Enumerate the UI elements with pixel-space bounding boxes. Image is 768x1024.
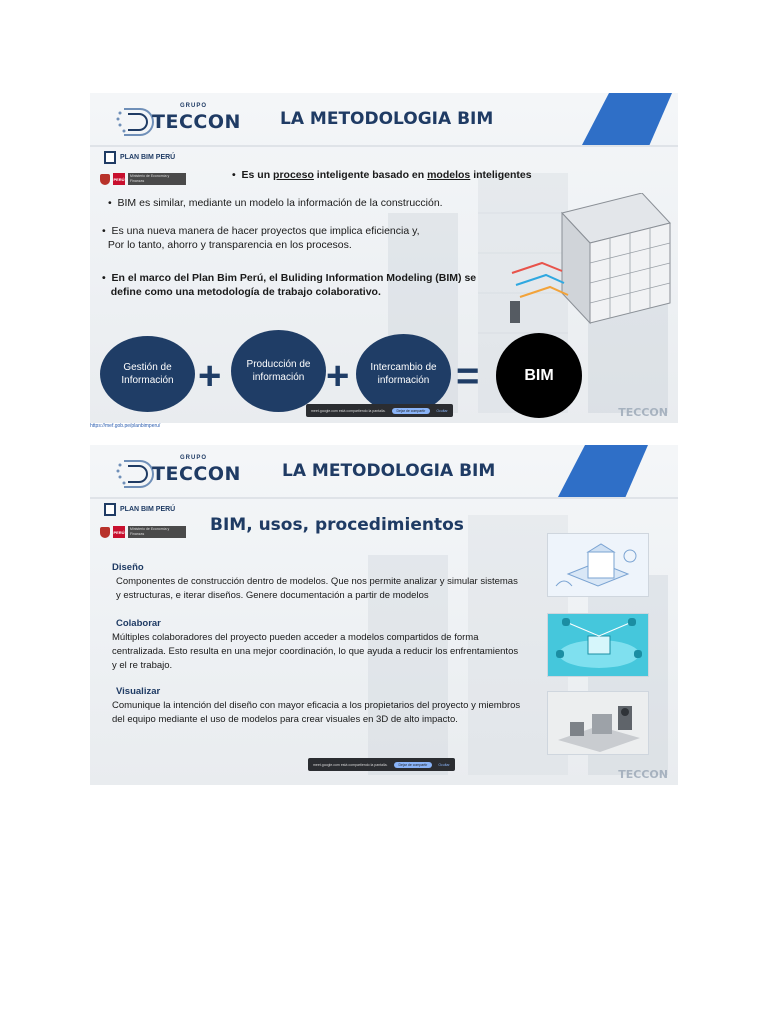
screen-share-bar — [308, 758, 455, 771]
hide-button[interactable]: Ocultar — [438, 762, 450, 767]
stop-sharing-button[interactable]: Dejar de compartir — [392, 408, 431, 414]
text-diseno: Componentes de construcción dentro de modelos. Que nos permite analizar y simular sistemas y estructuras, e iterar diseños. Genere documentación a partir de modelos — [116, 576, 518, 601]
logo-name: TECCON — [152, 463, 241, 485]
peru-flag-label: PERÚ — [113, 526, 125, 538]
teccon-logo — [116, 101, 241, 143]
plan-bim-label: PLAN BIM PERÚ — [120, 154, 176, 161]
plan-bim-peru-logo — [104, 503, 175, 516]
plan-bim-label: PLAN BIM PERÚ — [120, 506, 176, 513]
peru-flag-label: PERÚ — [113, 173, 125, 185]
header-divider — [90, 145, 678, 147]
bullet-proceso: • Es un proceso inteligente basado en modelos inteligentes — [232, 169, 532, 181]
logo-name: TECCON — [152, 111, 241, 133]
slide-title: LA METODOLOGIA BIM — [280, 109, 494, 129]
bullet-nueva-manera: • Es una nueva manera de hacer proyectos que implica eficiencia y, Por lo tanto, ahorro y transparencia en los procesos. — [102, 225, 420, 251]
design-illustration — [547, 533, 649, 597]
teccon-logo-mark-icon — [116, 457, 154, 491]
visualize-illustration — [547, 691, 649, 755]
heading-visualizar: Visualizar — [116, 686, 161, 697]
header-divider — [90, 497, 678, 499]
plan-bim-icon — [104, 151, 116, 164]
teccon-watermark: TECCON — [618, 768, 668, 781]
plan-bim-icon — [104, 503, 116, 516]
peru-shield-icon — [100, 527, 110, 538]
plus-sign: + — [198, 354, 222, 398]
section-title: BIM, usos, procedimientos — [210, 515, 464, 535]
heading-colaborar: Colaborar — [116, 618, 161, 629]
ministry-logo — [100, 526, 186, 538]
peru-shield-icon — [100, 174, 110, 185]
slide-title: LA METODOLOGIA BIM — [282, 461, 496, 481]
circle-intercambio-informacion: Intercambio de información — [356, 334, 451, 414]
teccon-watermark: TECCON — [618, 406, 668, 419]
share-status-text: meet.google.com está compartiendo la pantalla. — [313, 762, 388, 767]
text-colaborar: Múltiples colaboradores del proyecto pueden acceder a modelos compartidos de forma centralizada. Esto resulta en una mejor coordinación, lo que ayuda a reducir los enfrentamientos y el re trabajo. — [112, 632, 519, 671]
teccon-logo — [116, 453, 241, 495]
text-visualizar: Comunique la intención del diseño con mayor eficacia a los propietarios del proyecto y miembros del equipo mediante el uso de modelos para crear visuales en 3D de alto impacto. — [112, 700, 521, 725]
teccon-logo-mark-icon — [116, 105, 154, 139]
building-model-illustration — [502, 193, 672, 328]
visualize-render-icon — [548, 692, 649, 755]
slide-bim-usos — [90, 445, 678, 785]
share-status-text: meet.google.com está compartiendo la pantalla. — [311, 408, 386, 413]
ministry-label: Ministerio de Economía y Finanzas — [128, 526, 186, 538]
circle-produccion-informacion: Producción de información — [231, 330, 326, 412]
plan-bim-peru-logo — [104, 151, 175, 164]
bullet-bim-similar: • BIM es similar, mediante un modelo la información de la construcción. — [108, 197, 443, 209]
corner-decoration — [558, 445, 648, 497]
collaborate-illustration — [547, 613, 649, 677]
screen-share-bar — [306, 404, 453, 417]
bullet-plan-bim: • En el marco del Plan Bim Perú, el Buliding Information Modeling (BIM) se define como una metodología de trabajo colaborativo. — [102, 272, 477, 298]
ministry-label: Ministerio de Economía y Finanzas — [128, 173, 186, 185]
slide-metodologia-bim — [90, 93, 678, 423]
design-house-icon — [548, 534, 649, 597]
logo-group-label: GRUPO — [180, 455, 208, 461]
collaborate-network-icon — [548, 614, 649, 677]
heading-diseno: Diseño — [112, 562, 144, 573]
plan-bim-url-link[interactable]: https://mef.gob.pe/planbimperu/ — [90, 423, 161, 429]
hide-button[interactable]: Ocultar — [436, 408, 448, 413]
corner-decoration — [582, 93, 672, 145]
ministry-logo — [100, 173, 186, 185]
circle-gestion-informacion: Gestión de Información — [100, 336, 195, 412]
circle-bim: BIM — [496, 333, 582, 418]
logo-group-label: GRUPO — [180, 103, 208, 109]
plus-sign: + — [326, 354, 350, 398]
equals-sign: = — [456, 354, 480, 398]
stop-sharing-button[interactable]: Dejar de compartir — [394, 762, 433, 768]
